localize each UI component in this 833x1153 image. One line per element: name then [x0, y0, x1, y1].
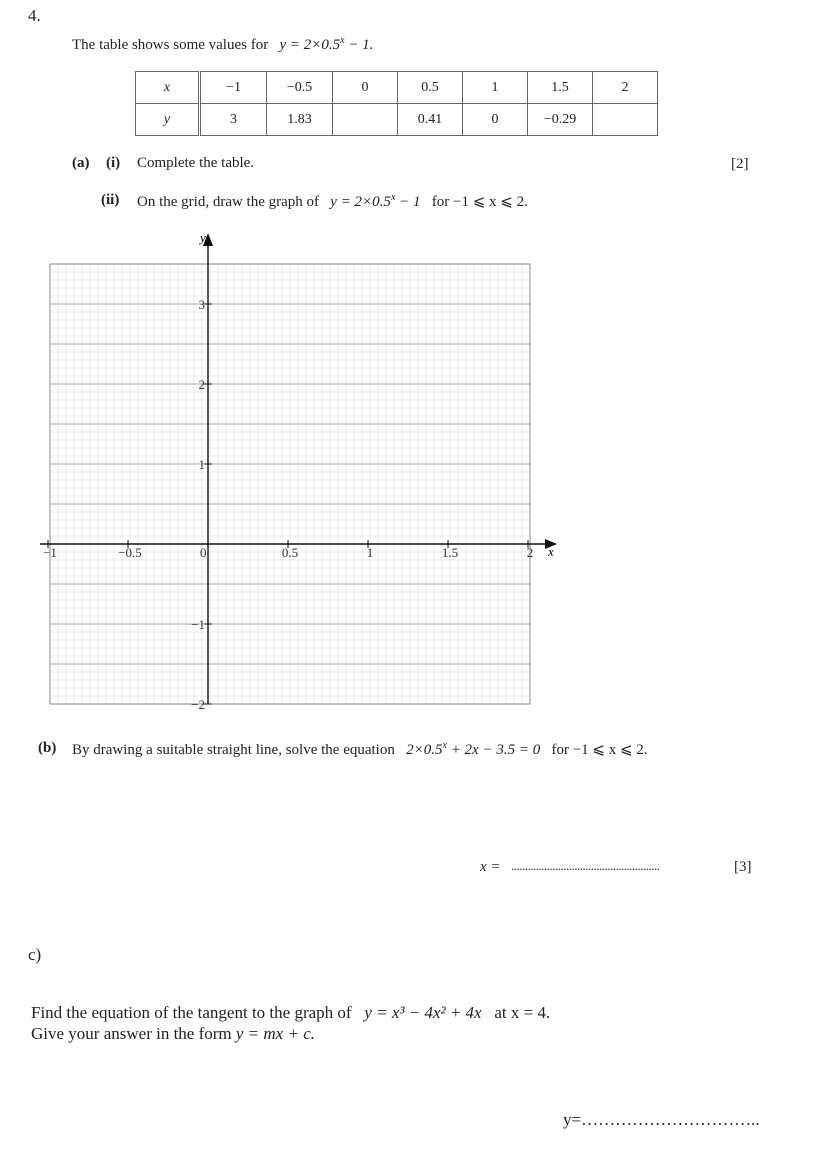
intro-function: $y = 2\times 0.5^x - 1$. — [279, 35, 374, 53]
x-axis-label: x — [548, 544, 554, 559]
question-number: 4. — [28, 6, 41, 25]
part-c-line2: Give your answer in the form y = mx + c. — [31, 1024, 315, 1043]
table-cell: 1 — [463, 72, 528, 104]
table-cell: −0.29 — [528, 104, 593, 136]
y-tick-label: 2 — [198, 377, 205, 392]
x-tick-label: 0.5 — [281, 545, 299, 560]
x-tick-label: 1.5 — [441, 545, 459, 560]
y-tick-label: 1 — [198, 457, 205, 472]
table-cell: 0.5 — [398, 72, 463, 104]
part-a-ii-label: (ii) — [101, 192, 120, 208]
table-cell: 1.83 — [267, 104, 333, 136]
table-cell: −1 — [200, 72, 267, 104]
table-cell: 3 — [200, 104, 267, 136]
part-b-answer-field[interactable]: ...................................................... — [511, 858, 660, 873]
table-cell: 2 — [593, 72, 658, 104]
part-c-function: y = x³ − 4x² + 4x — [364, 1003, 482, 1022]
part-c-label: c) — [28, 945, 42, 964]
question-intro: The table shows some values for $y = 2\times 0.5^x - 1$. — [72, 35, 374, 53]
y-tick-label: −1 — [191, 617, 205, 632]
part-a-ii-text: On the grid, draw the graph of $y = 2\times 0.5^x - 1$ for −1 ⩽ x ⩽ 2. — [137, 192, 528, 210]
table-cell: 0 — [463, 104, 528, 136]
part-b-range: for −1 ⩽ x ⩽ 2. — [551, 742, 648, 758]
table-cell: 0.41 — [398, 104, 463, 136]
part-a-label: (a) — [72, 155, 90, 171]
part-a-i-label: (i) — [106, 155, 121, 171]
x-tick-label: 2 — [526, 545, 534, 560]
y-tick-label: 3 — [198, 297, 205, 312]
part-a-i-marks: [2] — [731, 156, 749, 172]
table-header-y: y — [136, 104, 200, 136]
part-b-answer-prefix: x = — [480, 859, 501, 875]
part-b-marks: [3] — [734, 859, 752, 875]
y-tick-label: −2 — [191, 697, 205, 712]
part-c-line1: Find the equation of the tangent to the graph of y = x³ − 4x² + 4x at x = 4. — [31, 1003, 551, 1022]
table-cell: 1.5 — [528, 72, 593, 104]
part-b-equation: $2\times 0.5^x + 2x - 3.5 = 0$ — [406, 740, 541, 758]
part-b-label: (b) — [38, 740, 57, 756]
part-c-form: y = mx + c. — [235, 1024, 315, 1043]
part-b-text: By drawing a suitable straight line, solve the equation $2\times 0.5^x + 2x - 3.5 = 0$ for −1 ⩽ x ⩽ 2. — [72, 740, 648, 758]
part-a-ii-function: $y = 2\times 0.5^x - 1$ — [330, 192, 421, 210]
x-tick-label: −1 — [43, 545, 57, 560]
table-header-x: x — [136, 72, 200, 104]
table-cell: 0 — [333, 72, 398, 104]
x-tick-label: 1 — [366, 545, 374, 560]
part-a-i-text: Complete the table. — [137, 155, 255, 171]
part-c-answer-field[interactable]: y=………………………….. — [563, 1110, 760, 1129]
table-cell: −0.5 — [267, 72, 333, 104]
part-a-ii-range: for −1 ⩽ x ⩽ 2. — [431, 194, 528, 210]
y-axis-label: y — [200, 230, 206, 245]
x-tick-label: −0.5 — [118, 545, 142, 560]
x-tick-label: 0 — [200, 545, 207, 560]
